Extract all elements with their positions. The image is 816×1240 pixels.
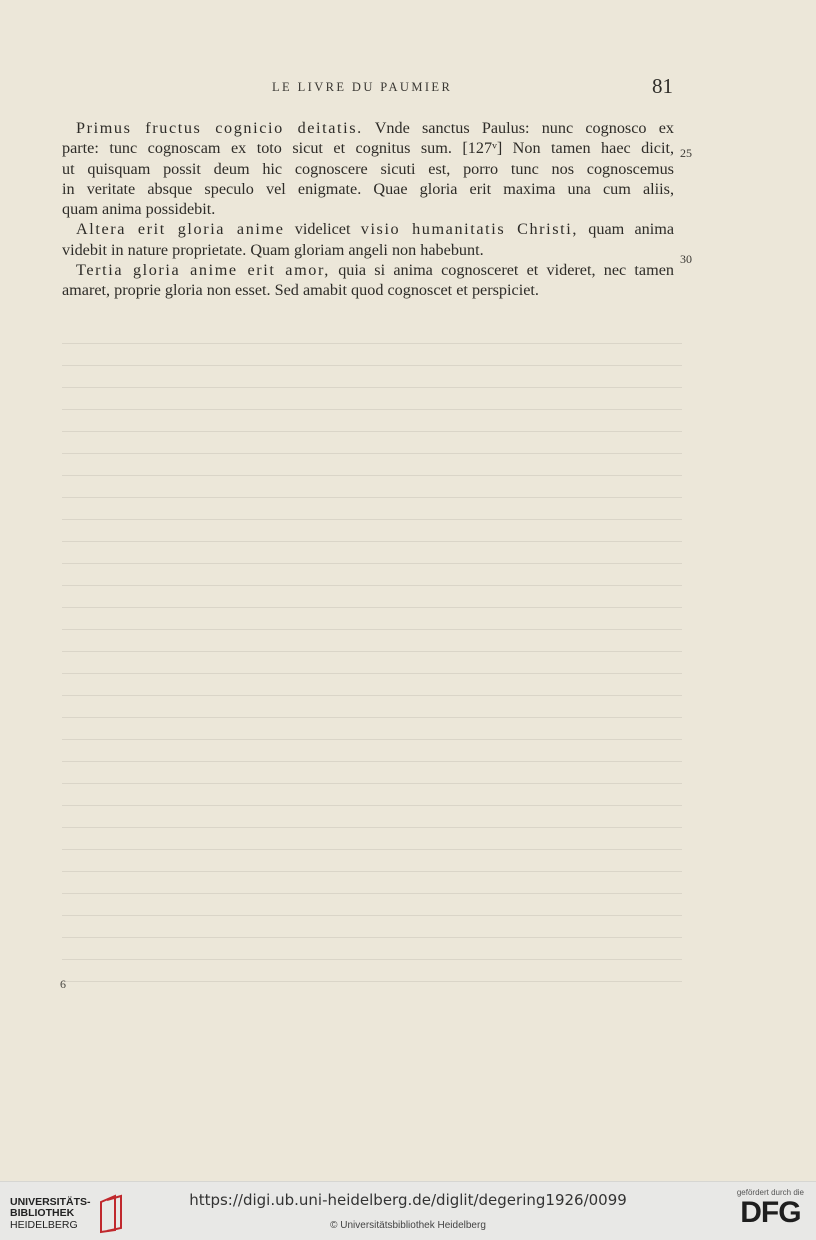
text-line: in veritate absque speculo vel enigmate. Quae gloria erit maxima una cum aliis,: [62, 179, 674, 198]
viewer-footer: [0, 1181, 816, 1240]
library-name-line: UNIVERSITÄTS-: [10, 1195, 91, 1208]
line-number-25: 25: [680, 146, 692, 160]
text-line: Tertia gloria anime erit amor, quia si anima cognosceret et videret, nec tamen: [76, 261, 674, 280]
text-line: videbit in nature proprietate. Quam gloriam angeli non habebunt.: [62, 240, 484, 259]
dfg-logo-text: DFG: [740, 1196, 801, 1229]
text-line: parte: tunc cognoscam ex toto sicut et cognitus sum. [127ᵛ] Non tamen haec dicit,: [62, 139, 674, 158]
permalink-url[interactable]: https://digi.ub.uni-heidelberg.de/diglit/degering1926/0099: [189, 1191, 627, 1209]
dfg-funding-logo[interactable]: [737, 1188, 804, 1229]
body-text: [62, 118, 674, 301]
text-line: Altera erit gloria anime videlicet visio humanitatis Christi, quam anima: [76, 220, 675, 239]
text-line: Primus fructus cognicio deitatis. Vnde sanctus Paulus: nunc cognosco ex: [76, 119, 674, 137]
show-through-text: [62, 322, 682, 1022]
text-line: quam anima possidebit.: [62, 200, 216, 219]
library-name-line: HEIDELBERG: [10, 1218, 78, 1231]
dfg-caption: gefördert durch die: [736, 1188, 804, 1197]
text-line: amaret, proprie gloria non esset. Sed amabit quod cognoscet et perspiciet.: [62, 281, 539, 300]
line-number-30: 30: [680, 252, 692, 266]
page-number: 81: [652, 74, 673, 98]
text-line: ut quisquam possit deum hic cognoscere sicuti est, porro tunc nos cognoscemus: [62, 159, 674, 178]
signature-mark: 6: [60, 977, 66, 991]
library-name-line: BIBLIOTHEK: [10, 1207, 75, 1220]
copyright-notice: © Universitätsbibliothek Heidelberg: [330, 1220, 486, 1231]
running-title: LE LIVRE DU PAUMIER: [272, 80, 453, 94]
